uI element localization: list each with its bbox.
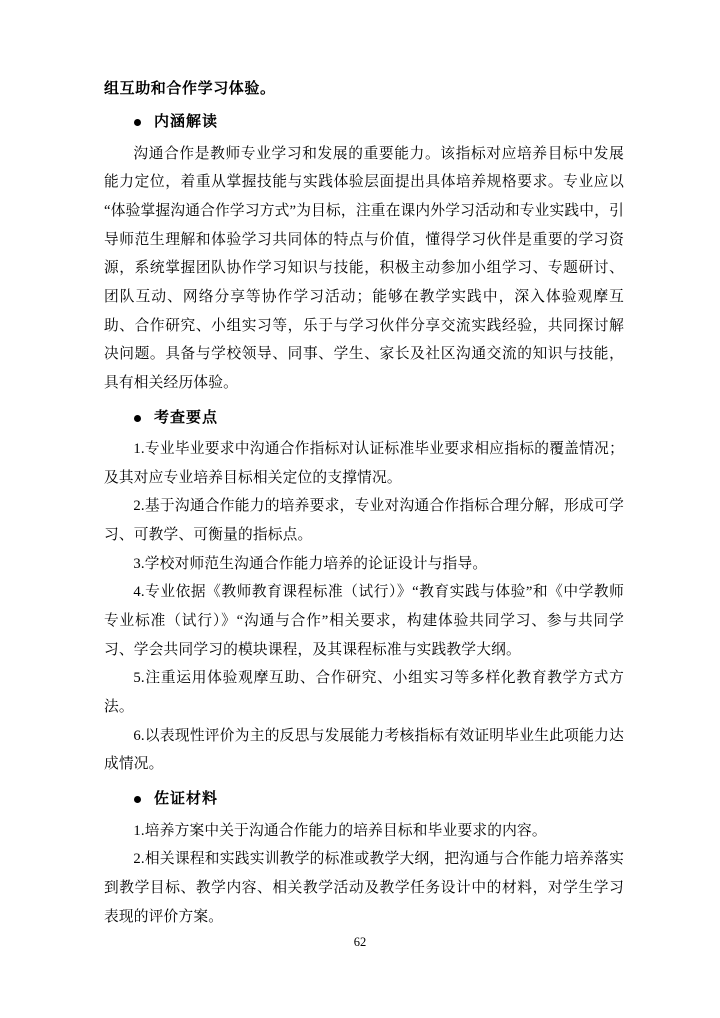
- section-paragraph: 沟通合作是教师专业学习和发展的重要能力。该指标对应培养目标中发展能力定位，着重从掌握技能与实践体验层面提出具体培养规格要求。专业应以“体验掌握沟通合作学习方式”为目标，注重在课内外学习活动和专业实践中，引导师范生理解和体验学习共同体的特点与价值，懂得学习伙伴是重要的学习资源，系统掌握团队协作学习知识与技能，积极主动参加小组学习、专题研讨、团队互动、网络分享等协作学习活动；能够在教学实践中，深入体验观摩互助、合作研究、小组实习等，乐于与学习伙伴分享交流实践经验，共同探讨解决问题。具备与学校领导、同事、学生、家长及社区沟通交流的知识与技能，具有相关经历体验。: [104, 145, 624, 391]
- list-item: 1.专业毕业要求中沟通合作指标对认证标准毕业要求相应指标的覆盖情况；及其对应专业培养目标相关定位的支撑情况。: [104, 441, 624, 486]
- section-heading-kaochayaodian: [104, 407, 624, 430]
- list-item: 2.相关课程和实践实训教学的标准或教学大纲，把沟通与合作能力培养落实到教学目标、教学内容、相关教学活动及教学任务设计中的材料，对学生学习表现的评价方案。: [104, 851, 624, 925]
- list-item: 6.以表现性评价为主的反思与发展能力考核指标有效证明毕业生此项能力达成情况。: [104, 727, 624, 773]
- section-heading-neihanjiedu: [104, 111, 624, 134]
- list-item: 1.培养方案中关于沟通合作能力的培养目标和毕业要求的内容。: [133, 822, 547, 839]
- list-item: 4.专业依据《教师教育课程标准（试行）》“教育实践与体验”和《中学教师专业标准（试行）》“沟通与合作”相关要求，构建体验共同学习、参与共同学习、学会共同学习的模块课程，及其课程标准与实践教学大纲。: [104, 584, 624, 658]
- page-number: 62: [353, 935, 367, 949]
- list-item: 5.注重运用体验观摩互助、合作研究、小组实习等多样化教育教学方式方法。: [104, 670, 624, 716]
- section-heading-label: 考查要点: [154, 409, 219, 426]
- section-heading-label: 内涵解读: [154, 114, 219, 131]
- list-item: 3.学校对师范生沟通合作能力培养的论证设计与指导。: [133, 555, 488, 572]
- bullet-dot-icon: [134, 796, 141, 803]
- bullet-dot-icon: [134, 415, 141, 422]
- opening-heading: 组互助和合作学习体验。: [104, 81, 276, 97]
- section-heading-label: 佐证材料: [154, 791, 219, 808]
- section-heading-zuozhengcailiao: [104, 788, 624, 811]
- bullet-dot-icon: [134, 119, 141, 126]
- list-item: 2.基于沟通合作能力的培养要求，专业对沟通合作指标合理分解，形成可学习、可教学、可衡量的指标点。: [104, 498, 624, 544]
